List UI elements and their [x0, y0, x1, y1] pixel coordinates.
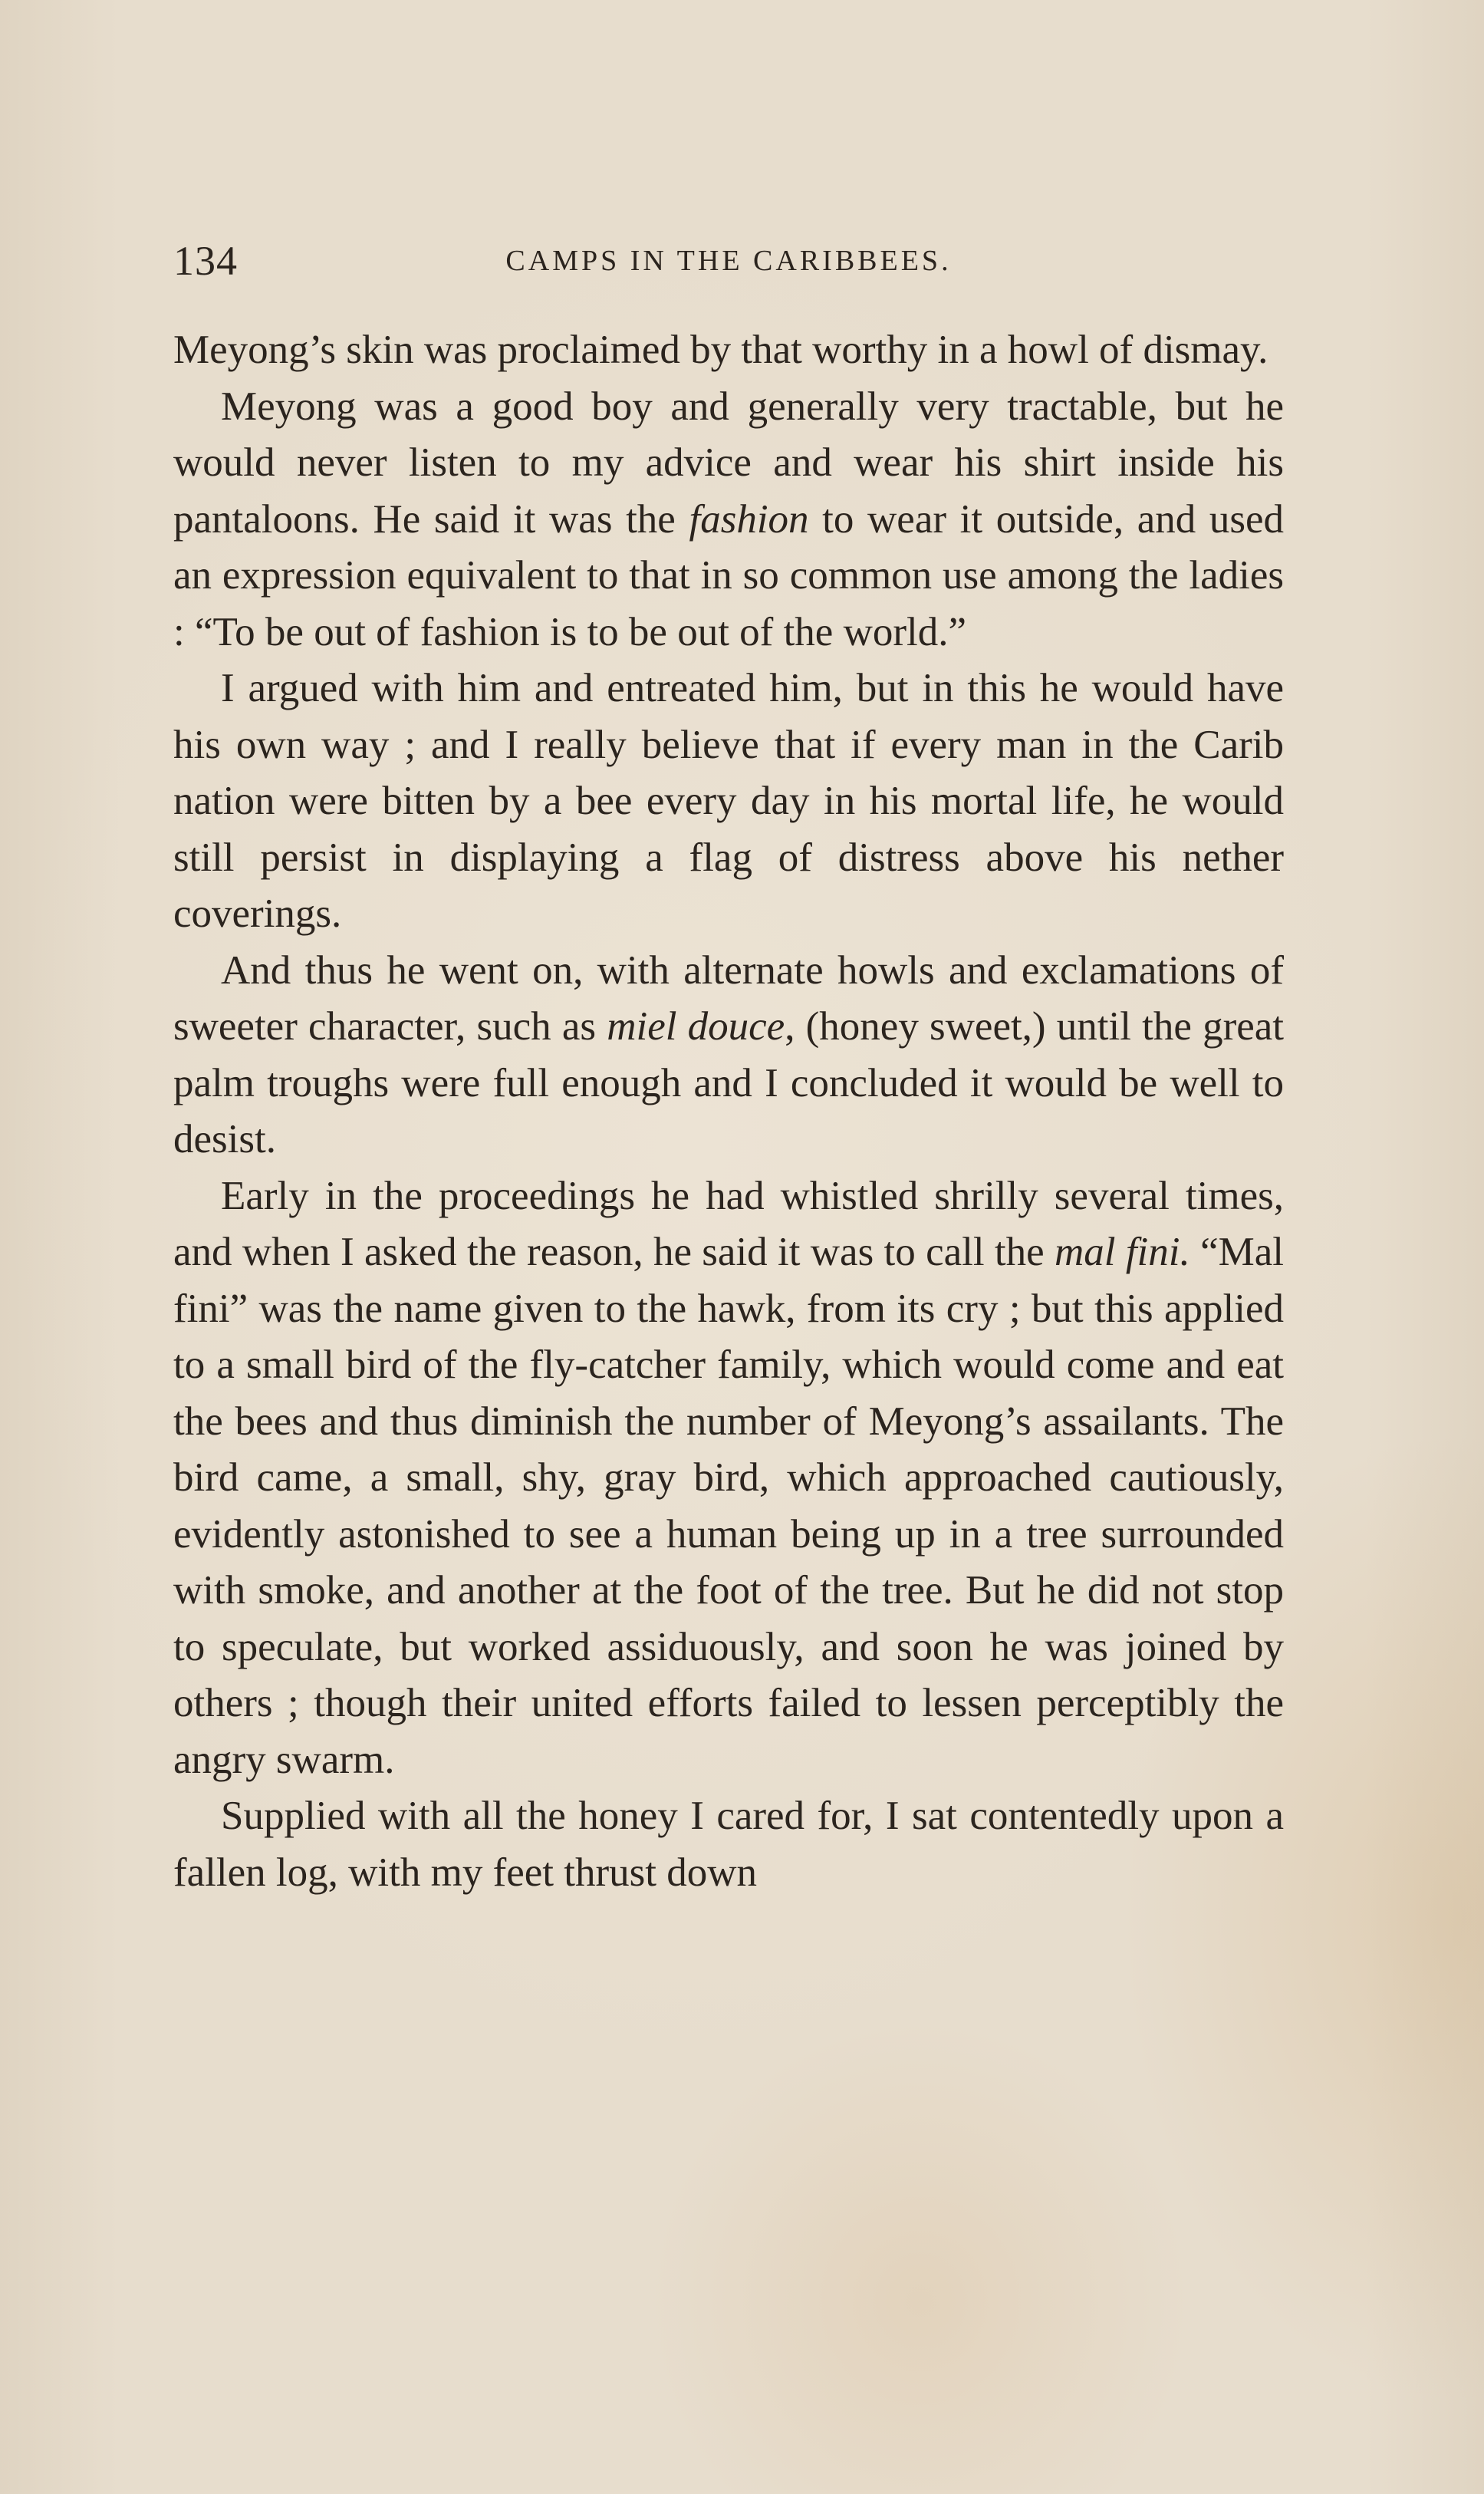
italic-text: fashion [689, 496, 809, 542]
italic-text: miel douce [607, 1004, 785, 1049]
running-title: CAMPS IN THE CARIBBEES. [505, 245, 952, 277]
italic-text: mal fini. [1055, 1230, 1190, 1274]
paragraph-text: Supplied with all the honey I cared for, I sat contentedly upon a fallen log, with my feet thrust down [173, 1794, 1284, 1895]
paragraph [173, 661, 1284, 943]
body-text [173, 322, 1284, 1901]
paragraph [173, 379, 1284, 661]
paragraph-text: Meyong was a good boy and generally very tractable, but he would never listen to my advice and wear his shirt inside his pantaloons. He said it was the [173, 384, 1284, 542]
paragraph-text: Meyong’s skin was proclaimed by that worthy in a howl of dismay. [173, 328, 1268, 372]
paragraph-text: “Mal fini” was the name given to the hawk, from its cry ; but this applied to a small bird of the fly-catcher family, which would come and eat the bees and thus diminish the number of Meyong’s assailants. The bird came, a small, shy, gray bird, which approached cautiously, evidently astonished to see a human being up in a tree surrounded with smoke, and another at the foot of the tree. But he did not stop to speculate, but worked assiduously, and soon he was joined by others ; though their united efforts failed to lessen perceptibly the angry swarm. [173, 1230, 1284, 1782]
paragraph-text: And thus he went on, with alternate howls and exclamations of sweeter character, such as [173, 947, 1284, 1049]
paragraph-text: , (honey sweet,) until the great palm troughs were full enough and I concluded it would be well to desist. [173, 1004, 1285, 1161]
paragraph [173, 1168, 1284, 1789]
paragraph [173, 943, 1284, 1168]
paragraph [173, 322, 1284, 379]
paragraph-text: to wear it outside, and used an expression equivalent to that in so common use among the ladies : “To be out of fashion is to be out of the world.” [173, 496, 1285, 654]
running-head [173, 230, 1284, 292]
page-number: 134 [173, 238, 238, 284]
paragraph [173, 1788, 1284, 1901]
paragraph-text: Early in the proceedings he had whistled shrilly several times, and when I asked the reason, he said it was to call the [173, 1173, 1284, 1274]
paragraph-text: I argued with him and entreated him, but in this he would have his own way ; and I really believe that if every man in the Carib nation were bitten by a bee every day in his mortal life, he would still persist in displaying a flag of distress above his nether coverings. [173, 666, 1284, 936]
